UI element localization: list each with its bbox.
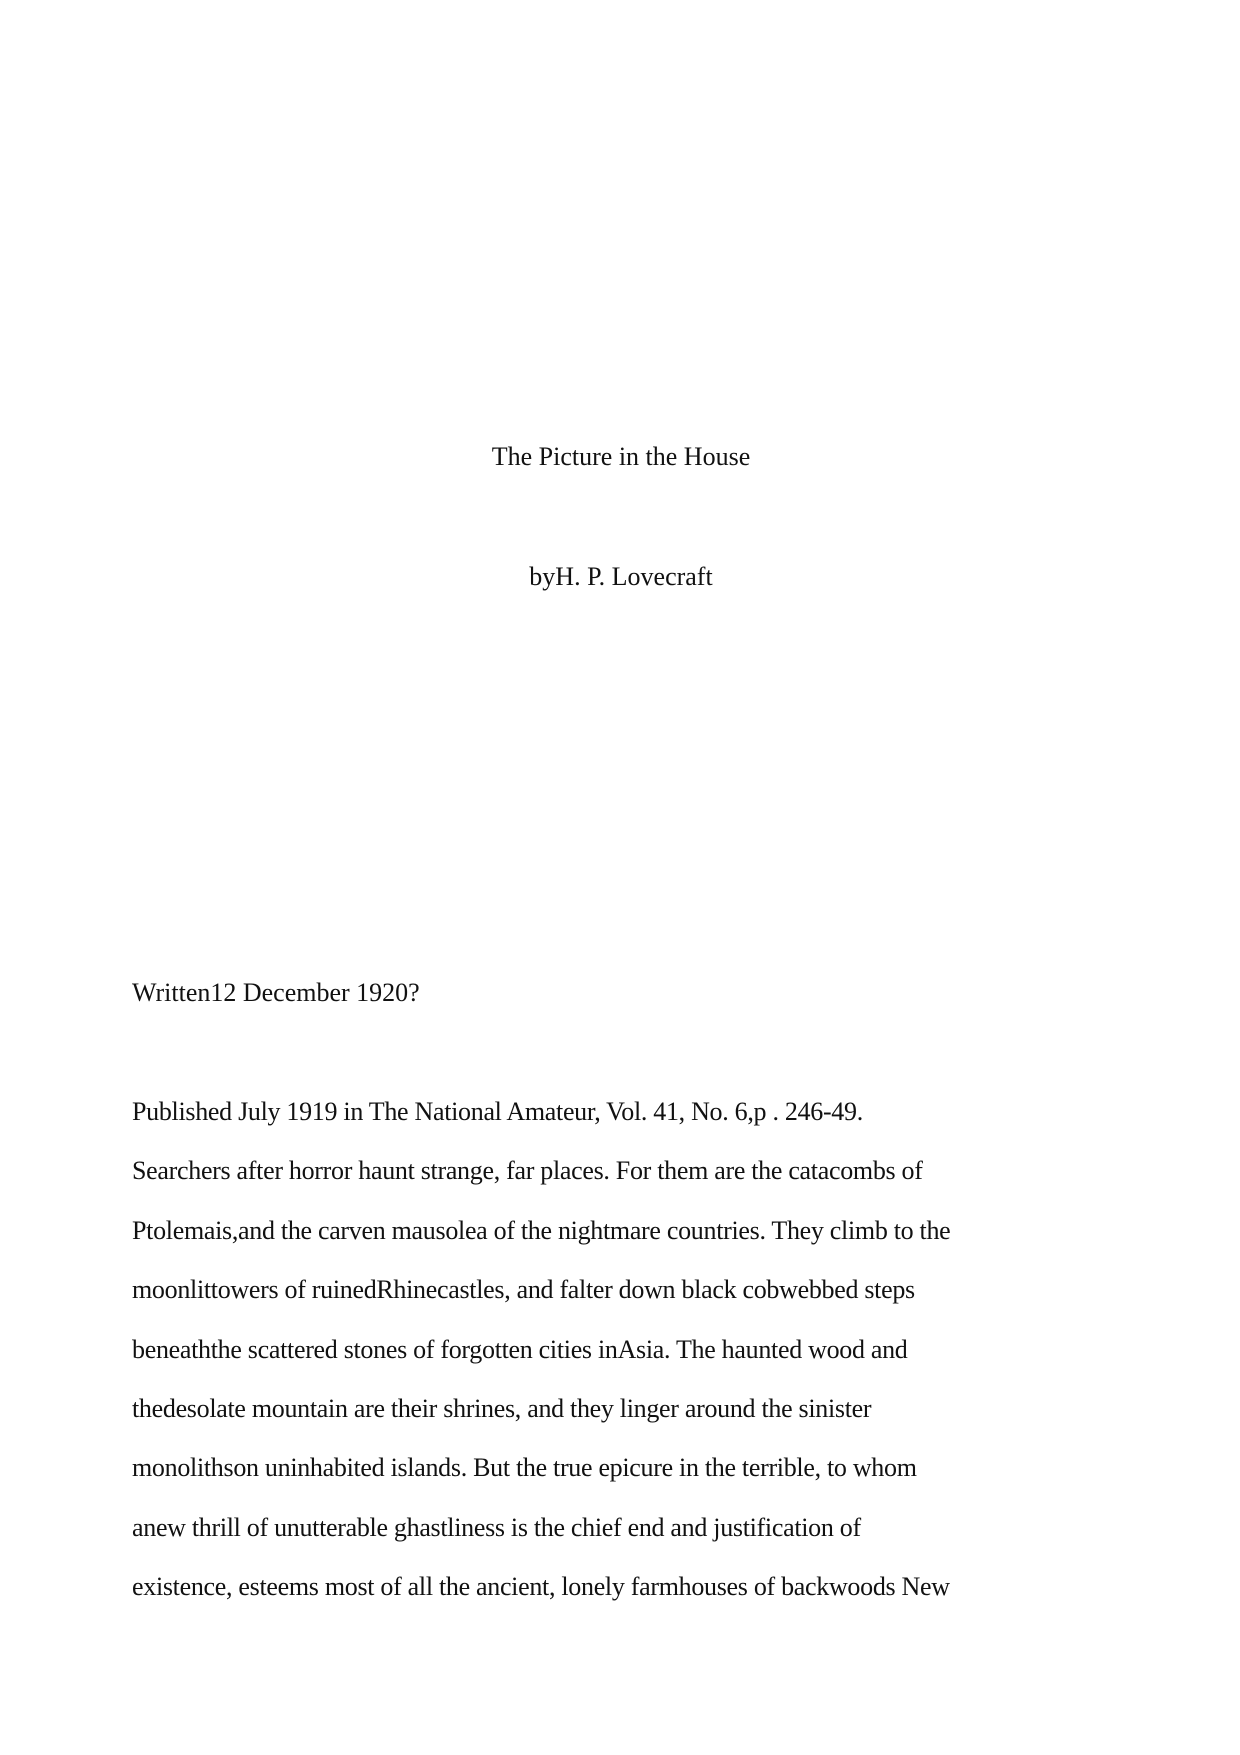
text-line: moonlittowers of ruinedRhinecastles, and falter down black cobwebbed steps [132, 1275, 915, 1305]
text-line: monolithson uninhabited islands. But the true epicure in the terrible, to whom [132, 1453, 917, 1483]
text-line: Searchers after horror haunt strange, far places. For them are the catacombs of [132, 1156, 923, 1186]
text-line: Ptolemais,and the carven mausolea of the nightmare countries. They climb to the [132, 1215, 951, 1245]
body-text [132, 1097, 1132, 1632]
written-date-line: Written12 December 1920? [132, 978, 420, 1007]
text-line: beneaththe scattered stones of forgotten cities inAsia. The haunted wood and [132, 1334, 908, 1364]
text-line: existence, esteems most of all the ancient, lonely farmhouses of backwoods New [132, 1572, 950, 1602]
document-title: The Picture in the House [491, 442, 751, 471]
text-line: thedesolate mountain are their shrines, and they linger around the sinister [132, 1393, 872, 1423]
text-line: anew thrill of unutterable ghastliness is the chief end and justification of [132, 1512, 861, 1542]
text-line: Published July 1919 in The National Amateur, Vol. 41, No. 6,p . 246-49. [132, 1097, 863, 1126]
author-line: byH. P. Lovecraft [529, 562, 713, 591]
